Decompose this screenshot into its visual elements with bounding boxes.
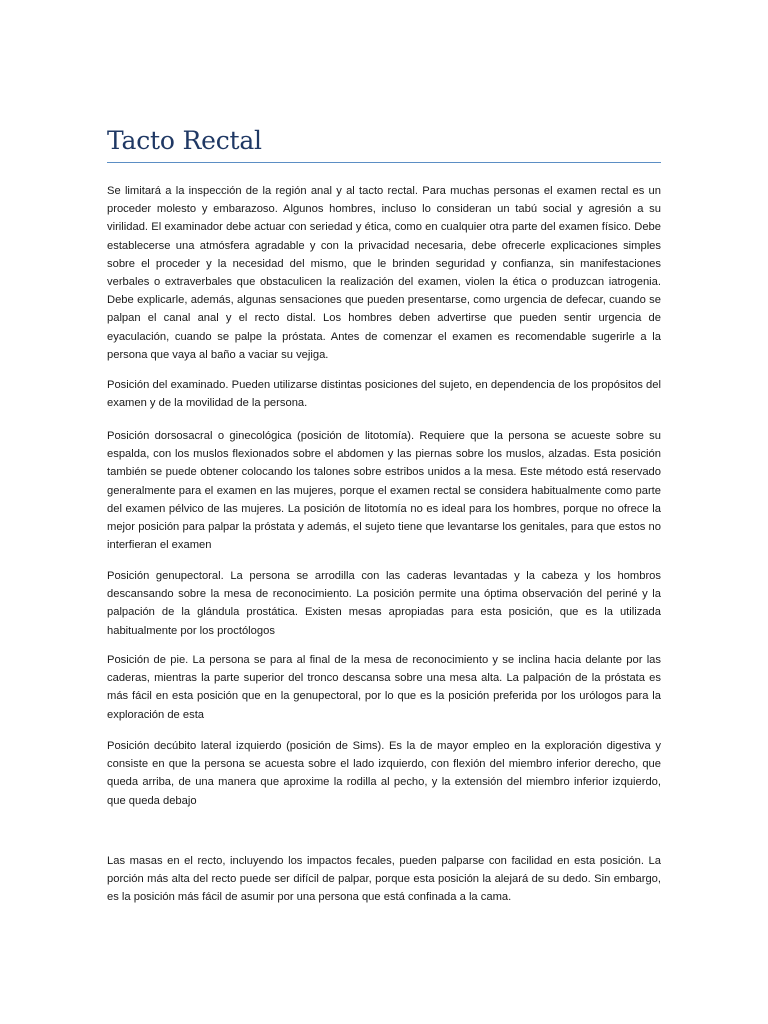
title-divider xyxy=(107,162,661,163)
paragraph-rectal-masses: Las masas en el recto, incluyendo los impactos fecales, pueden palparse con facilidad en esta posición. La porción más alta del recto puede ser difícil de palpar, porque esta posición la alejará de su dedo. Sin embargo, es la posición más fácil de asumir por una persona que está confinada a la cama. xyxy=(107,855,661,904)
paragraph-standing-position: Posición de pie. La persona se para al final de la mesa de reconocimiento y se inclina hacia delante por las caderas, mientras la parte superior del tronco descansa sobre una mesa alta. La palpación de la próstata es más fácil en esta posición que en la genupectoral, por lo que es la posición preferida por los urólogos para la exploración de esta xyxy=(107,654,661,721)
document-title: Tacto Rectal xyxy=(107,126,262,155)
paragraph-dorsosacral-position: Posición dorsosacral o ginecológica (posición de litotomía). Requiere que la persona se acueste sobre su espalda, con los muslos flexionados sobre el abdomen y las piernas sobre los muslos, alzadas. Esta posición también se puede obtener colocando los talones sobre estribos unidos a la mesa. Este método está reservado generalmente para el examen en las mujeres, porque el examen rectal se considera habitualmente como parte del examen pélvico de las mujeres. La posición de litotomía no es ideal para los hombres, porque no ofrece la mejor posición para palpar la próstata y además, el sujeto tiene que levantarse los genitales, para que estos no interfieran el examen xyxy=(107,430,661,552)
paragraph-sims-position: Posición decúbito lateral izquierdo (posición de Sims). Es la de mayor empleo en la exploración digestiva y consiste en que la persona se acuesta sobre el lado izquierdo, con flexión del miembro inferior derecho, que queda arriba, de una manera que aproxime la rodilla al pecho, y la extensión del miembro inferior izquierdo, que queda debajo xyxy=(107,740,661,807)
paragraph-patient-position: Posición del examinado. Pueden utilizarse distintas posiciones del sujeto, en dependencia de los propósitos del examen y de la movilidad de la persona. xyxy=(107,379,661,410)
paragraph-introduction: Se limitará a la inspección de la región anal y al tacto rectal. Para muchas personas el examen rectal es un proceder molesto y embarazoso. Algunos hombres, incluso lo consideran un tabú social y agresión a su virilidad. El examinador debe actuar con seriedad y ética, como en cualquier otra parte del examen físico. Debe establecerse una atmósfera agradable y con la privacidad necesaria, debe ofrecerle explicaciones simples sobre el proceder y la necesidad del mismo, que le brinden seguridad y confianza, sin manifestaciones verbales o extraverbales que obstaculicen la realización del examen, violen la ética o produzcan iatrogenia. Debe explicarle, además, algunas sensaciones que pueden presentarse, como urgencia de defecar, cuando se palpan el canal anal y el recto distal. Los hombres deben advertirse que pueden sentir urgencia de eyaculación, cuando se palpe la próstata. Antes de comenzar el examen es recomendable sugerirle a la persona que vaya al baño a vaciar su vejiga. xyxy=(107,185,661,361)
paragraph-genupectoral-position: Posición genupectoral. La persona se arrodilla con las caderas levantadas y la cabeza y los hombros descansando sobre la mesa de reconocimiento. La posición permite una óptima observación del periné y la palpación de la glándula prostática. Existen mesas apropiadas para esta posición, que es la utilizada habitualmente por los proctólogos xyxy=(107,570,661,637)
